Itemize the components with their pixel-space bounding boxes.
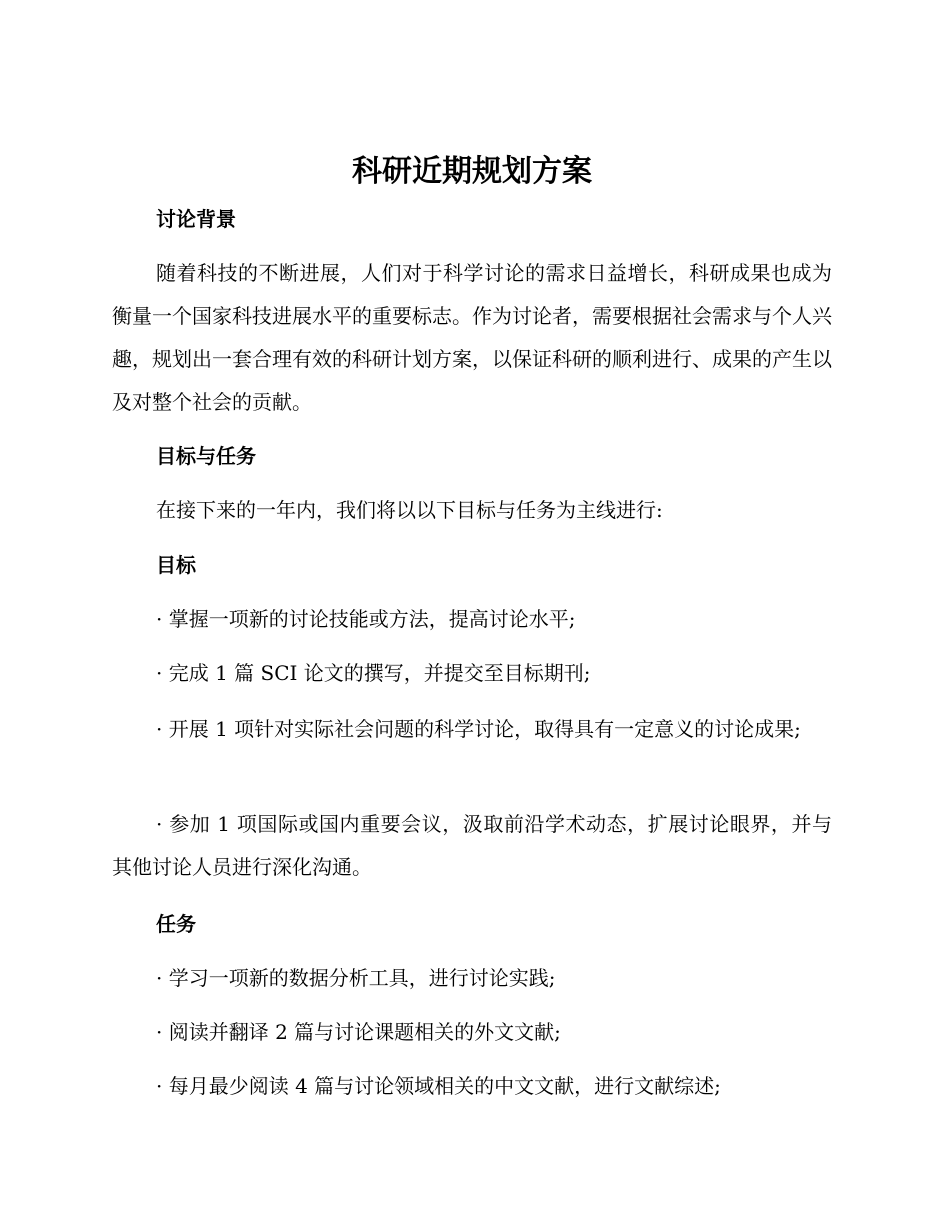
task-item: · 每月最少阅读 4 篇与讨论领域相关的中文文献，进行文献综述;	[156, 1074, 721, 1098]
paragraph-background: 随着科技的不断进展，人们对于科学讨论的需求日益增长，科研成果也成为衡量一个国家科技进展水平的重要标志。作为讨论者，需要根据社会需求与个人兴趣，规划出一套合理有效的科研计划方案，以保证科研的顺利进行、成果的产生以及对整个社会的贡献。	[112, 261, 832, 414]
goal-item: · 完成 1 篇 SCI 论文的撰写，并提交至目标期刊;	[156, 661, 591, 685]
heading-background: 讨论背景	[156, 207, 236, 231]
goal-item: · 参加 1 项国际或国内重要会议，汲取前沿学术动态，扩展讨论眼界，并与其他讨论人员进行深化沟通。	[112, 812, 832, 879]
goal-item: · 开展 1 项针对实际社会问题的科学讨论，取得具有一定意义的讨论成果;	[156, 717, 801, 741]
heading-goals-and-tasks: 目标与任务	[156, 444, 256, 468]
goal-item: · 掌握一项新的讨论技能或方法，提高讨论水平;	[156, 607, 576, 631]
heading-goals: 目标	[156, 553, 196, 577]
paragraph-goals-tasks-intro: 在接下来的一年内，我们将以以下目标与任务为主线进行:	[156, 498, 663, 522]
task-item: · 阅读并翻译 2 篇与讨论课题相关的外文文献;	[156, 1020, 561, 1044]
document-title: 科研近期规划方案	[352, 154, 592, 189]
task-item: · 学习一项新的数据分析工具，进行讨论实践;	[156, 966, 556, 990]
heading-tasks: 任务	[156, 912, 196, 936]
